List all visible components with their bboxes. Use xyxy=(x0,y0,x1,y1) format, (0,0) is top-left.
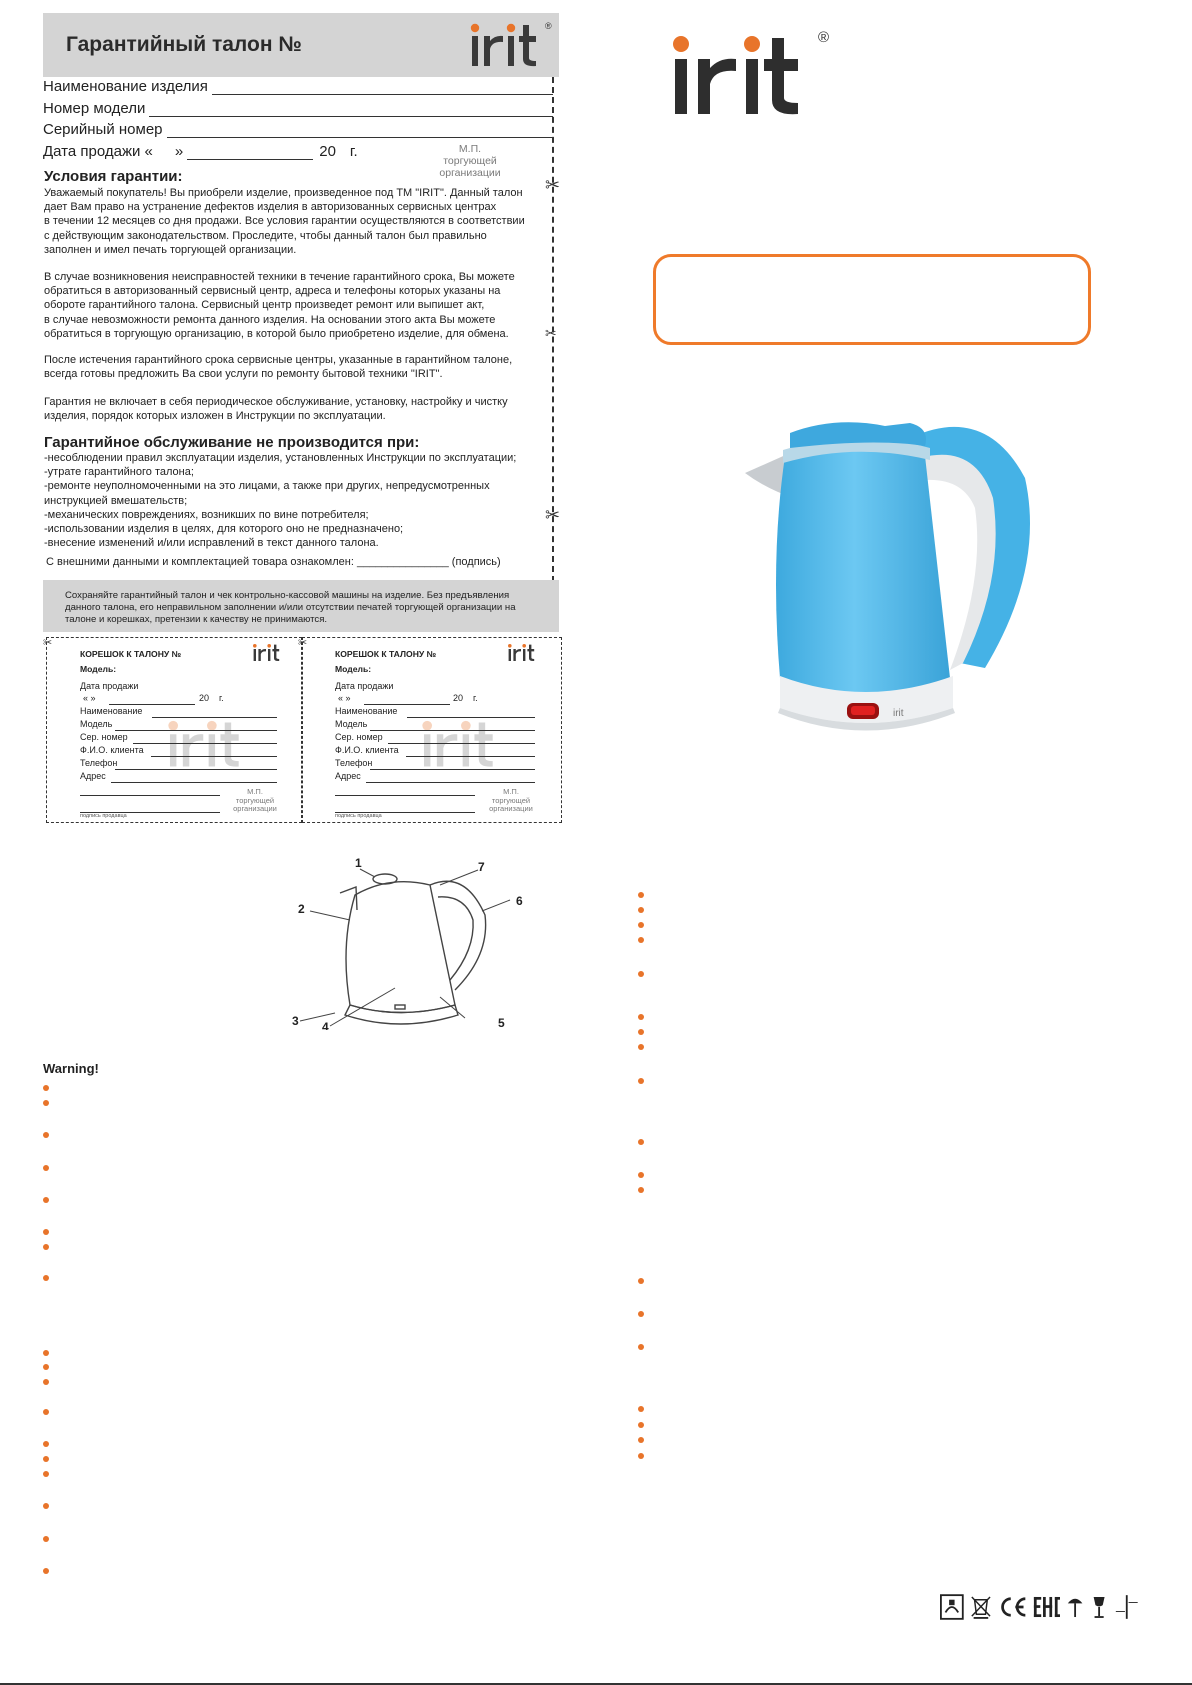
irit-watermark xyxy=(419,716,517,774)
field-model-number: Номер модели xyxy=(43,100,553,117)
bullet-dot xyxy=(638,922,644,928)
bullet-dot xyxy=(638,892,644,898)
handle-with-care-icon xyxy=(940,1593,964,1621)
eac-mark-icon xyxy=(1033,1593,1060,1621)
kettle-product-image xyxy=(735,408,1055,773)
bullet-dot xyxy=(43,1568,49,1574)
field-product-name: Наименование изделия xyxy=(43,78,553,95)
warning-title: Warning! xyxy=(43,1061,99,1076)
fill-line[interactable] xyxy=(151,756,277,757)
bullet-dot xyxy=(43,1364,49,1370)
bullet-dot xyxy=(43,1229,49,1235)
fill-line[interactable] xyxy=(167,123,553,138)
conditions-paragraph: После истечения гарантийного срока сервисные центры, указанные в гарантийном талоне, всегда готовы предложить Ва свои услуги по ремонту бытовой техники "IRIT". xyxy=(44,354,513,381)
stamp-placeholder: М.П. торгующей организации xyxy=(439,143,501,179)
bullet-dot xyxy=(638,1406,644,1412)
acknowledgement-line: С внешними данными и комплектацией товара ознакомлен: _______________ (подпись) xyxy=(46,556,501,568)
fill-line[interactable] xyxy=(388,743,535,744)
irit-logo-tiny xyxy=(252,642,288,664)
bullet-dot xyxy=(638,937,644,943)
fill-line[interactable] xyxy=(115,769,277,770)
exclusions-list: -несоблюдении правил эксплуатации изделия, установленных Инструкции по эксплуатации; -утрате гарантийного талона; -ремонте неуполномоченными на это лицами, а также при других, непредусмотренных инструкцией вмешательств; -механических повреждениях, возникших по вине потребителя; -использовании изделия в целях, для которого оно не предназначено; -внесение изменений и/или исправлений в текст данного талона. xyxy=(44,452,517,550)
bullet-dot xyxy=(43,1441,49,1447)
scissors-icon: ✂ xyxy=(545,505,561,525)
bullet-dot xyxy=(638,1078,644,1084)
conditions-paragraph: Уважаемый покупатель! Вы приобрели изделие, произведенное под ТМ "IRIT". Данный талон дает Вам право на устранение дефектов изделия в авторизованных сервисных центрах в течении 12 месяцев со дня продажи. Все условия гарантии осуществляются в соответствии с действующим законодательством. Проследите, чтобы данный талон был правильно заполнен и имел печать торгующей организации. xyxy=(44,187,525,256)
bullet-dot xyxy=(638,971,644,977)
fill-line[interactable] xyxy=(115,730,277,731)
weee-bin-icon xyxy=(970,1593,992,1621)
diagram-label: 2 xyxy=(298,902,305,916)
bullet-dot xyxy=(638,1044,644,1050)
fill-line[interactable] xyxy=(335,795,475,796)
scissors-icon: ✂ xyxy=(545,325,557,341)
bullet-dot xyxy=(43,1100,49,1106)
bullet-dot xyxy=(638,1311,644,1317)
scissors-icon: ✂ xyxy=(298,637,308,649)
model-title-box xyxy=(653,254,1091,345)
conditions-paragraph: Гарантия не включает в себя периодическое обслуживание, установку, настройку и чистку изделия, порядок которых изложен в Инструкции по эксплуатации. xyxy=(44,396,508,423)
diagram-label: 3 xyxy=(292,1014,299,1028)
bullet-dot xyxy=(43,1409,49,1415)
fill-line[interactable] xyxy=(80,795,220,796)
bullet-dot xyxy=(638,1029,644,1035)
bullet-dot xyxy=(638,1422,644,1428)
bullet-dot xyxy=(43,1085,49,1091)
warranty-title: Гарантийный талон № xyxy=(66,33,302,56)
registered-mark: ® xyxy=(818,29,830,46)
stub-card-right: КОРЕШОК К ТАЛОНУ № Модель: Дата продажи « » 20 г. Наименование Модель Сер. номер Ф.И.О. клиента Телефон Адрес М.П. торгующей организации подпись продавца xyxy=(302,637,562,823)
diagram-label: 6 xyxy=(516,894,523,908)
fill-line[interactable] xyxy=(111,782,277,783)
bullet-dot xyxy=(638,1139,644,1145)
bullet-dot xyxy=(43,1197,49,1203)
fill-line[interactable] xyxy=(109,704,195,705)
diagram-label: 7 xyxy=(478,860,485,874)
irit-watermark xyxy=(165,716,263,774)
fill-line[interactable] xyxy=(364,704,450,705)
fill-line[interactable] xyxy=(370,730,535,731)
fill-line[interactable] xyxy=(133,743,277,744)
svg-text:irit: irit xyxy=(893,708,904,719)
fill-line[interactable] xyxy=(187,145,313,160)
fill-line[interactable] xyxy=(406,756,535,757)
registered-mark: ® xyxy=(545,21,552,31)
bullet-dot xyxy=(638,907,644,913)
bullet-dot xyxy=(638,1344,644,1350)
fill-line[interactable] xyxy=(152,717,277,718)
fill-line[interactable] xyxy=(212,80,553,95)
exclusions-title: Гарантийное обслуживание не производится при: xyxy=(44,434,420,451)
conditions-title: Условия гарантии: xyxy=(44,168,183,185)
ce-mark-icon xyxy=(998,1593,1027,1621)
bullet-dot xyxy=(43,1132,49,1138)
diagram-label: 4 xyxy=(322,1020,329,1030)
keep-dry-umbrella-icon xyxy=(1066,1593,1084,1621)
warranty-header xyxy=(43,13,559,77)
scissors-icon: ✂ xyxy=(43,637,53,649)
bullet-dot xyxy=(638,1187,644,1193)
field-sale-date: Дата продажи « » 20 г. xyxy=(43,143,358,160)
bullet-dot xyxy=(43,1471,49,1477)
stub-card-left: КОРЕШОК К ТАЛОНУ № Модель: Дата продажи « » 20 г. Наименование Модель Сер. номер Ф.И.О. клиента Телефон Адрес М.П. торгующей организации подпись продавца xyxy=(46,637,302,823)
field-serial-number: Серийный номер xyxy=(43,121,553,138)
notice-box xyxy=(43,580,559,632)
bullet-dot xyxy=(638,1437,644,1443)
stamp-placeholder: М.П. торгующей организации xyxy=(233,787,277,813)
bullet-dot xyxy=(43,1165,49,1171)
stamp-placeholder: М.П. торгующей организации xyxy=(489,787,533,813)
irit-logo-small xyxy=(468,19,558,73)
bullet-dot xyxy=(43,1536,49,1542)
bullet-dot xyxy=(43,1379,49,1385)
temperature-limit-icon xyxy=(1114,1592,1140,1622)
scissors-icon: ✂ xyxy=(545,175,561,195)
notice-text: Сохраняйте гарантийный талон и чек контрольно-кассовой машины на изделие. Без предъявления данного талона, его неправильном заполнении и/или отсутствии печатей торгующей организации на талоне и корешках, претензии к качеству не принимаются. xyxy=(65,590,516,626)
bullet-dot xyxy=(638,1172,644,1178)
bullet-dot xyxy=(43,1503,49,1509)
bullet-dot xyxy=(43,1244,49,1250)
conditions-paragraph: В случае возникновения неисправностей техники в течение гарантийного срока, Вы можете обратиться в авторизованный сервисный центр, адреса и телефоны которых указаны на обороте гарантийного талона. Сервисный центр произведет ремонт или выпишет акт, в случае невозможности ремонта данного изделия. На основании этого акта Вы можете обратиться в торгующую организацию, в которой было приобретено изделие, для обмена. xyxy=(44,271,515,340)
bullet-dot xyxy=(638,1014,644,1020)
diagram-label: 1 xyxy=(355,856,362,870)
irit-logo-large xyxy=(668,28,838,120)
bullet-dot xyxy=(43,1275,49,1281)
bullet-dot xyxy=(43,1456,49,1462)
bullet-dot xyxy=(638,1278,644,1284)
fill-line[interactable] xyxy=(366,782,535,783)
kettle-parts-diagram xyxy=(290,855,535,1030)
bullet-dot xyxy=(43,1350,49,1356)
diagram-label: 5 xyxy=(498,1016,505,1030)
bullet-dot xyxy=(638,1453,644,1459)
fragile-glass-icon xyxy=(1090,1593,1108,1621)
fill-line[interactable] xyxy=(149,102,553,117)
fill-line[interactable] xyxy=(370,769,535,770)
irit-logo-tiny xyxy=(507,642,543,664)
fill-line[interactable] xyxy=(407,717,535,718)
certification-icons xyxy=(940,1590,1140,1624)
